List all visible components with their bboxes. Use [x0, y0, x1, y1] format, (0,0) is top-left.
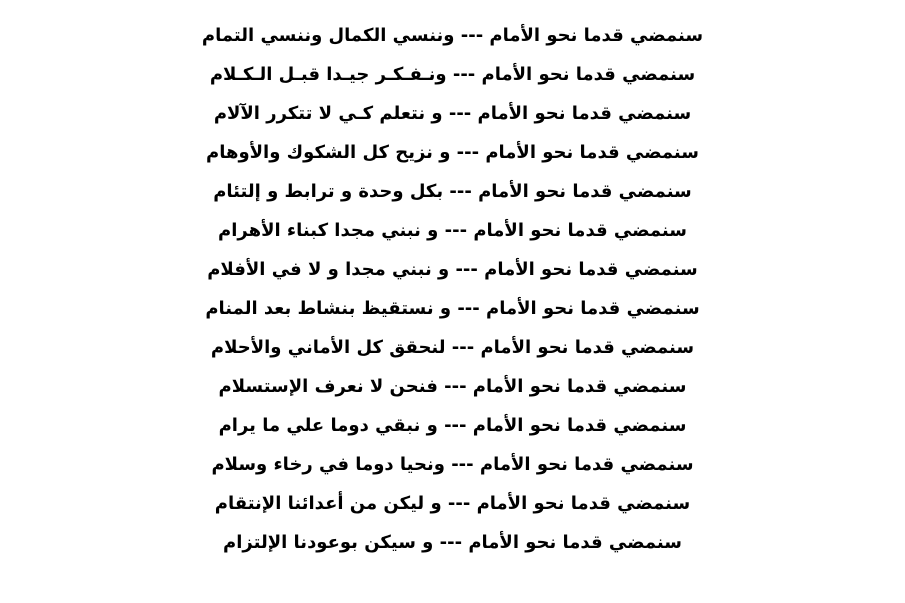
poem-line-13: سنمضي قدما نحو الأمام --- و ليكن من أعدائنا الإنتقام — [214, 493, 691, 514]
poem-text-block — [0, 16, 905, 562]
poem-line-9: سنمضي قدما نحو الأمام --- لنحقق كل الأماني والأحلام — [210, 337, 695, 358]
poem-line-2: سنمضي قدما نحو الأمام --- ونـفـكـر جيـدا قبـل الـكـلام — [209, 64, 696, 85]
poem-line-12: سنمضي قدما نحو الأمام --- ونحيا دوما في رخاء وسلام — [211, 454, 694, 475]
poem-line-6: سنمضي قدما نحو الأمام --- و نبني مجدا كبناء الأهرام — [218, 220, 687, 241]
poem-line-10: سنمضي قدما نحو الأمام --- فنحن لا نعرف الإستسلام — [218, 376, 687, 397]
poem-line-5: سنمضي قدما نحو الأمام --- بكل وحدة و ترابط و إلتئام — [213, 181, 692, 202]
poem-line-4: سنمضي قدما نحو الأمام --- و نزيح كل الشكوك والأوهام — [206, 142, 699, 163]
poem-line-11: سنمضي قدما نحو الأمام --- و نبقي دوما علي ما يرام — [218, 415, 687, 436]
poem-line-7: سنمضي قدما نحو الأمام --- و نبني مجدا و لا في الأفلام — [207, 259, 698, 280]
poem-line-14: سنمضي قدما نحو الأمام --- و سيكن بوعودنا الإلتزام — [223, 532, 682, 553]
poem-line-3: سنمضي قدما نحو الأمام --- و نتعلم كـي لا تتكرر الآلام — [213, 103, 692, 124]
poem-line-1: سنمضي قدما نحو الأمام --- وننسي الكمال وننسي التمام — [201, 25, 704, 46]
poem-line-8: سنمضي قدما نحو الأمام --- و نستقيظ بنشاط بعد المنام — [205, 298, 700, 319]
